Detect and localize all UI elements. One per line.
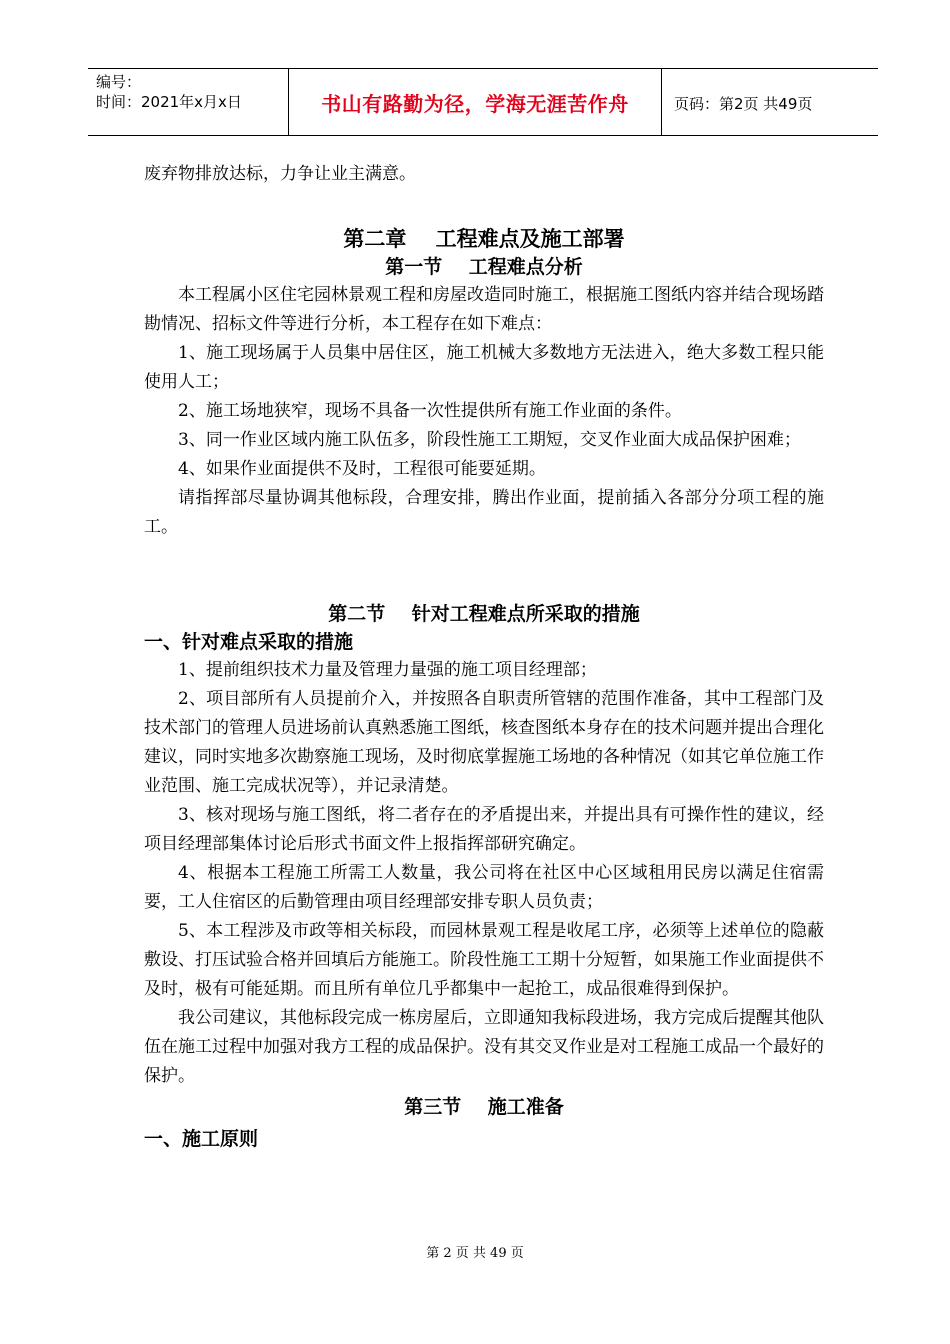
header-motto-cell bbox=[288, 69, 662, 135]
section1-paragraph: 本工程属小区住宅园林景观工程和房屋改造同时施工，根据施工图纸内容并结合现场踏勘情况、招标文件等进行分析，本工程存在如下难点： bbox=[144, 285, 824, 334]
section1-paragraph: 2、施工场地狭窄，现场不具备一次性提供所有施工作业面的条件。 bbox=[178, 401, 682, 421]
document-header bbox=[88, 68, 878, 136]
section2-paragraph: 1、提前组织技术力量及管理力量强的施工项目经理部； bbox=[178, 660, 597, 680]
section2-paragraph: 4、根据本工程施工所需工人数量，我公司将在社区中心区域租用民房以满足住宿需要，工人住宿区的后勤管理由项目经理部安排专职人员负责； bbox=[144, 863, 824, 912]
section1-title: 第一节 工程难点分析 bbox=[385, 256, 583, 278]
intro-paragraph: 废弃物排放达标，力争让业主满意。 bbox=[144, 164, 416, 184]
header-time-label: 时间：2021年x月x日 bbox=[96, 93, 242, 111]
section2-paragraph: 2、项目部所有人员提前介入，并按照各自职责所管辖的范围作准备，其中工程部门及技术部门的管理人员进场前认真熟悉施工图纸，核查图纸本身存在的技术问题并提出合理化建议，同时实地多次勘察施工现场，及时彻底掌握施工场地的各种情况（如其它单位施工作业范围、施工完成状况等），并记录清楚。 bbox=[144, 689, 824, 796]
header-page-label: 页码：第2页 共49页 bbox=[674, 95, 813, 113]
document-body bbox=[144, 160, 824, 1153]
section2-subheading: 一、针对难点采取的措施 bbox=[144, 631, 354, 653]
header-motto: 书山有路勤为径，学海无涯苦作舟 bbox=[321, 92, 629, 116]
header-page-cell bbox=[662, 69, 878, 135]
header-info-cell bbox=[88, 69, 288, 135]
chapter-title: 第二章 工程难点及施工部署 bbox=[343, 227, 625, 251]
section1-paragraph: 请指挥部尽量协调其他标段，合理安排，腾出作业面，提前插入各部分分项工程的施工。 bbox=[144, 488, 824, 537]
section3-title: 第三节 施工准备 bbox=[404, 1096, 564, 1118]
section2-paragraph: 3、核对现场与施工图纸，将二者存在的矛盾提出来，并提出具有可操作性的建议，经项目经理部集体讨论后形式书面文件上报指挥部研究确定。 bbox=[144, 805, 824, 854]
section1-paragraph: 3、同一作业区域内施工队伍多，阶段性施工工期短，交叉作业面大成品保护困难； bbox=[178, 430, 801, 450]
section2-paragraph: 我公司建议，其他标段完成一栋房屋后，立即通知我标段进场，我方完成后提醒其他队伍在施工过程中加强对我方工程的成品保护。没有其交叉作业是对工程施工成品一个最好的保护。 bbox=[144, 1008, 824, 1086]
section2-title: 第二节 针对工程难点所采取的措施 bbox=[328, 603, 640, 625]
section1-paragraph: 1、施工现场属于人员集中居住区，施工机械大多数地方无法进入，绝大多数工程只能使用人工； bbox=[144, 343, 824, 392]
section3-subheading: 一、施工原则 bbox=[144, 1128, 259, 1150]
page-footer: 第 2 页 共 49 页 bbox=[426, 1246, 524, 1261]
header-number-label: 编号： bbox=[96, 73, 142, 91]
section1-paragraph: 4、如果作业面提供不及时，工程很可能要延期。 bbox=[178, 459, 546, 479]
section2-paragraph: 5、本工程涉及市政等相关标段，而园林景观工程是收尾工序，必须等上述单位的隐蔽敷设、打压试验合格并回填后方能施工。阶段性施工工期十分短暂，如果施工作业面提供不及时，极有可能延期。而且所有单位几乎都集中一起抢工，成品很难得到保护。 bbox=[144, 921, 824, 999]
